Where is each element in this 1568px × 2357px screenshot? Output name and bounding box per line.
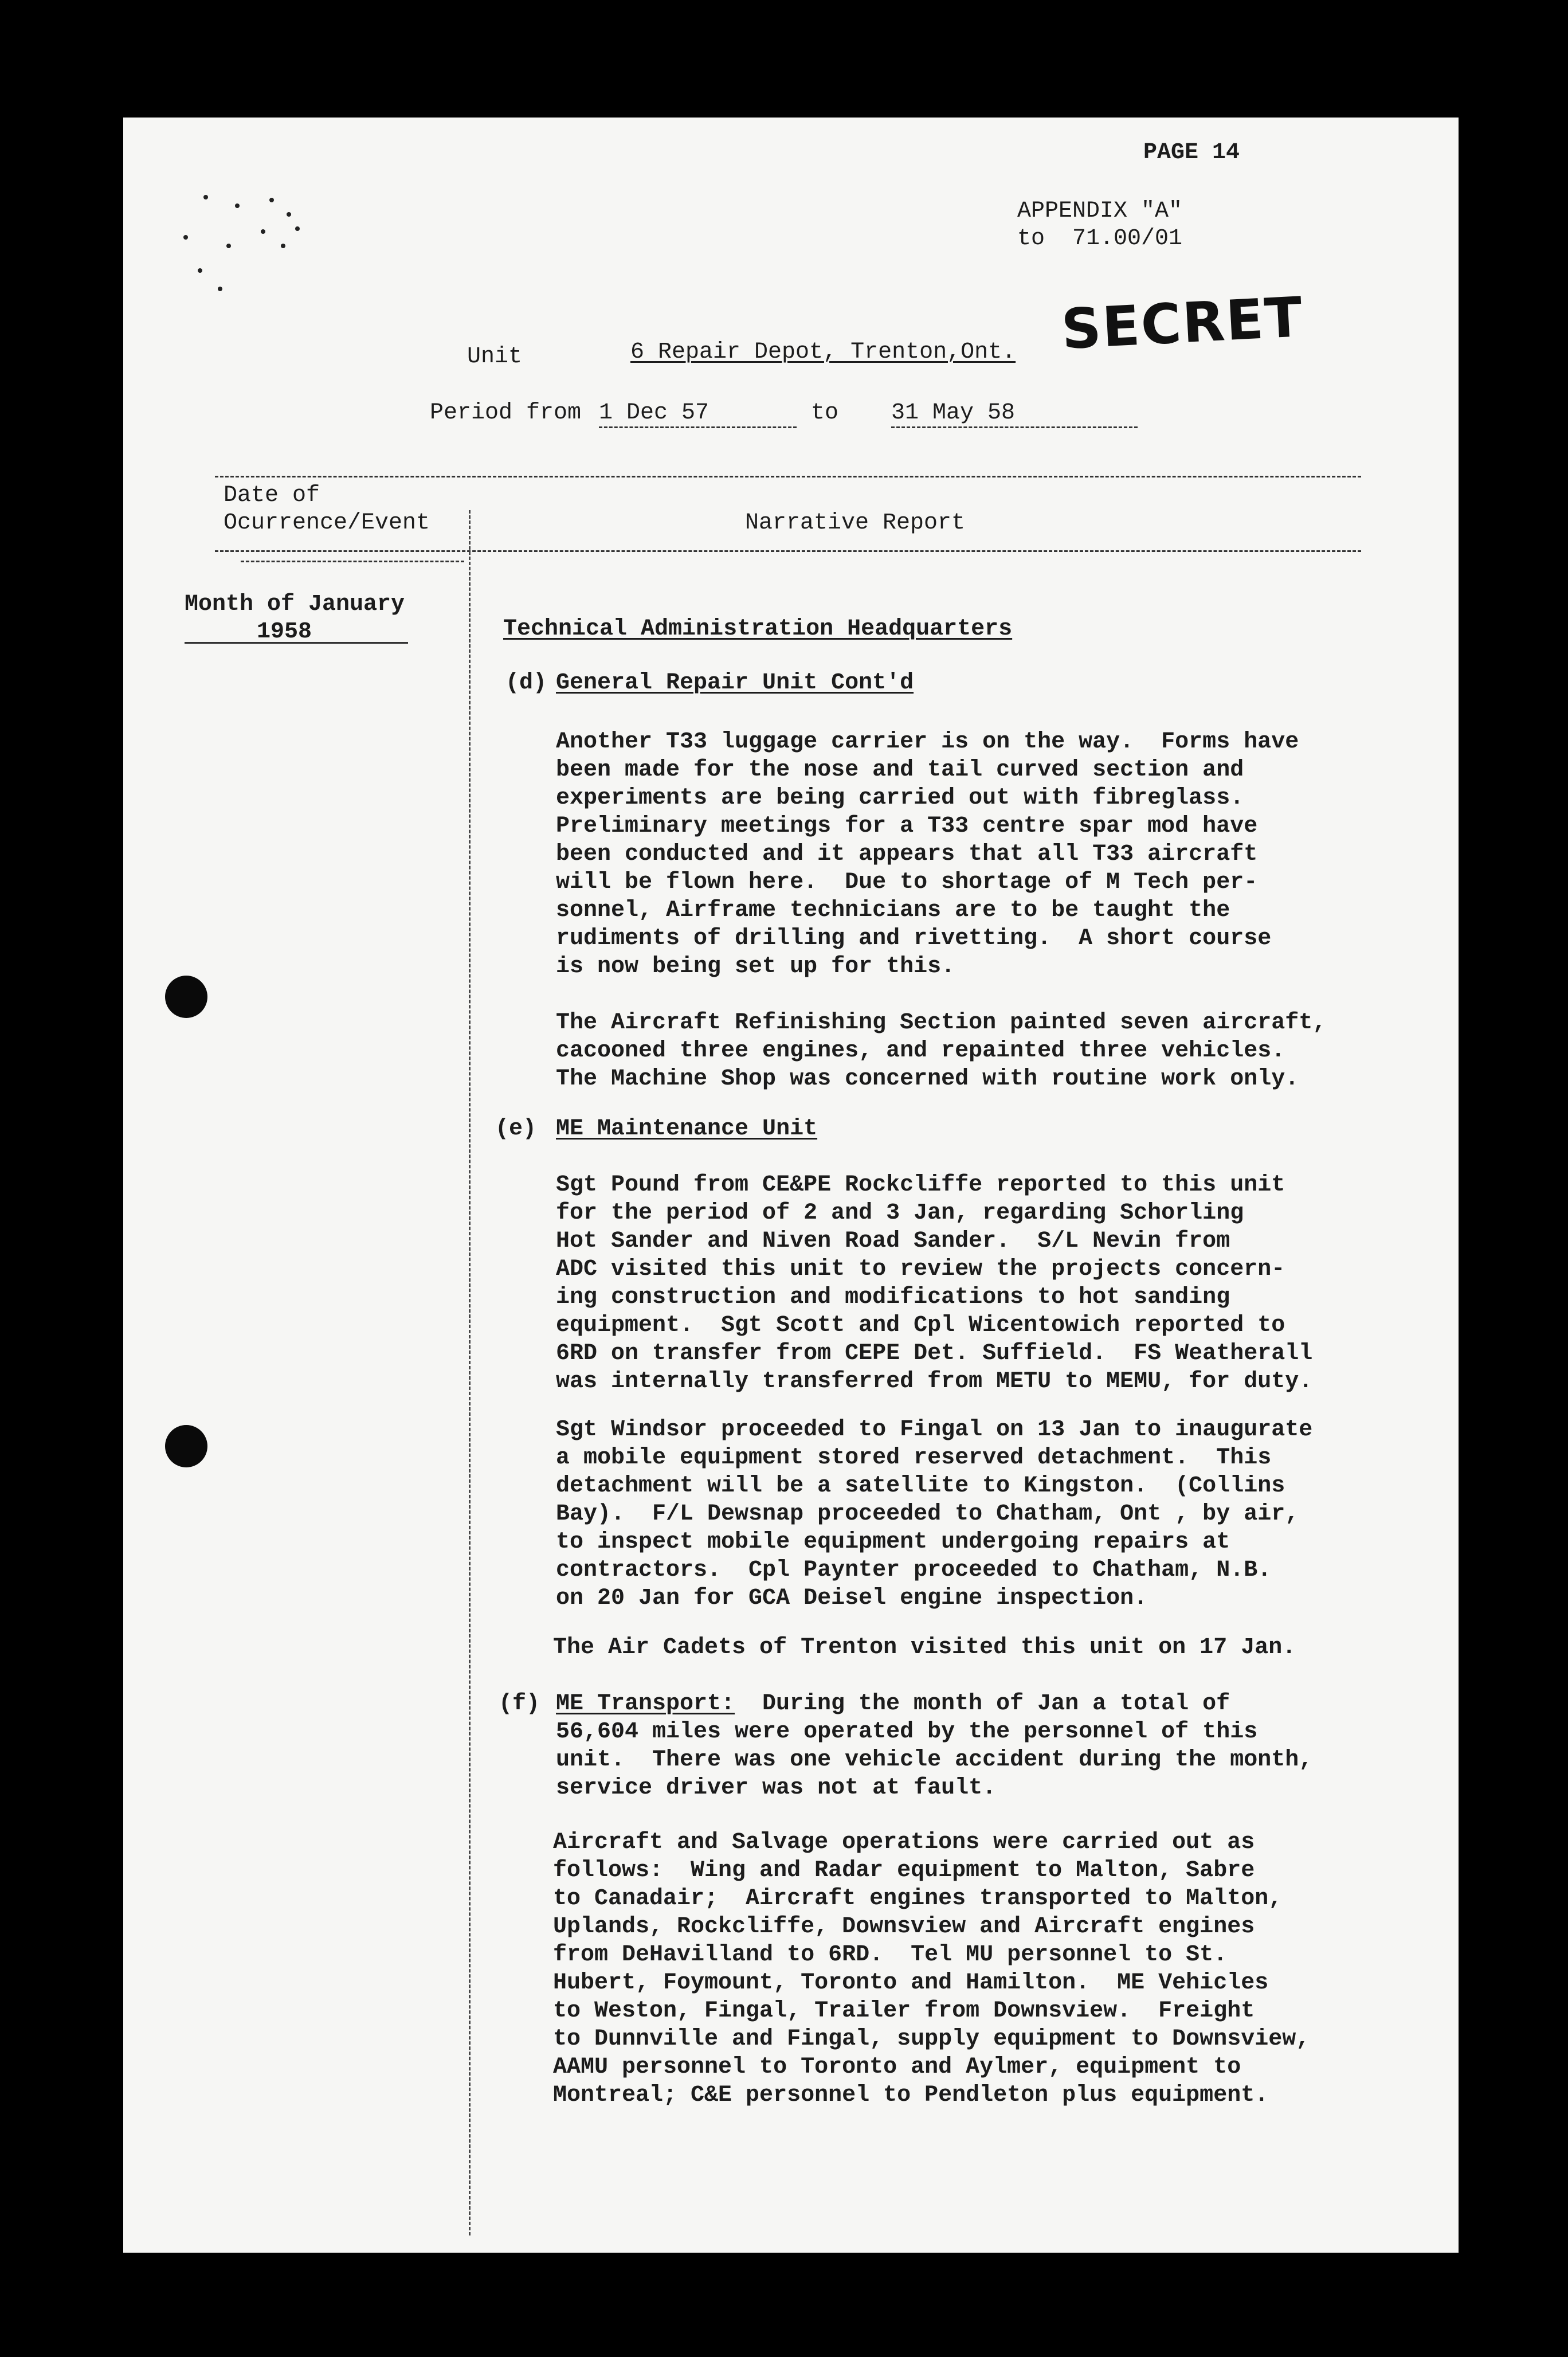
period-from-rule bbox=[599, 426, 797, 428]
subsection-d-label: (d) bbox=[505, 670, 547, 696]
paragraph-sgt-windsor: Sgt Windsor proceeded to Fingal on 13 Jan to inaugurate a mobile equipment stored reserved detachment. This detachment will be a satellite to Kingston. (Collins Bay). F/L Dewsnap proceeded to Chatham, Ont , by air, to inspect mobile equipment undergoing repairs at contractors. Cpl Paynter proceeded to Chatham, N.B. on 20 Jan for GCA Deisel engine inspection. bbox=[556, 1417, 1313, 1611]
binder-hole-upper bbox=[165, 976, 207, 1018]
period-from: 1 Dec 57 bbox=[599, 400, 709, 426]
appendix-label: APPENDIX "A" bbox=[1017, 198, 1183, 224]
subsection-f-label: (f) bbox=[499, 1691, 540, 1717]
unit-value: 6 Repair Depot, Trenton,Ont. bbox=[630, 339, 1016, 365]
period-to-rule bbox=[891, 426, 1138, 428]
period-to: 31 May 58 bbox=[891, 400, 1016, 426]
subsection-d-title: General Repair Unit Cont'd bbox=[556, 670, 914, 696]
subsection-e-title: ME Maintenance Unit bbox=[556, 1116, 818, 1142]
paragraph-salvage-operations: Aircraft and Salvage operations were carried out as follows: Wing and Radar equipment to Malton, Sabre to Canadair; Aircraft engines transported to Malton, Uplands, Rockcliffe, Downsview and Aircraft engines from DeHavilland to 6RD. Tel MU personnel to St. Hubert, Foymount, Toronto and Hamilton. ME Vehicles to Weston, Fingal, Trailer from Downsview. Freight to Dunnville and Fingal, supply equipment to Downsview, AAMU personnel to Toronto and Aylmer, equipment to Montreal; C&E personnel to Pendleton plus equipment. bbox=[553, 1830, 1310, 2108]
page-number: PAGE 14 bbox=[1143, 140, 1240, 166]
period-to-label: to bbox=[811, 400, 839, 426]
binder-hole-lower bbox=[165, 1425, 207, 1467]
subsection-e-label: (e) bbox=[495, 1116, 537, 1142]
paragraph-air-cadets: The Air Cadets of Trenton visited this unit on 17 Jan. bbox=[553, 1635, 1296, 1661]
column-rule-bottom bbox=[215, 550, 1361, 552]
margin-year-rule bbox=[185, 642, 408, 644]
column-divider bbox=[469, 510, 471, 2235]
date-column-label-1: Date of bbox=[224, 483, 320, 508]
narrative-column-label: Narrative Report bbox=[745, 510, 966, 536]
section-title: Technical Administration Headquarters bbox=[503, 616, 1013, 642]
period-label: Period from bbox=[430, 400, 582, 426]
margin-year: 1958 bbox=[257, 619, 312, 645]
paragraph-transport: 56,604 miles were operated by the personnel of this unit. There was one vehicle accident during the month, service driver was not at fault. bbox=[556, 1719, 1313, 1801]
margin-month: Month of January bbox=[185, 592, 405, 617]
unit-label: Unit bbox=[467, 344, 523, 370]
paragraph-transport-first-line: During the month of Jan a total of bbox=[762, 1691, 1230, 1717]
appendix-reference: to 71.00/01 bbox=[1017, 226, 1183, 252]
column-rule-bottom-2 bbox=[241, 561, 464, 562]
secret-stamp: SECRET bbox=[1060, 285, 1305, 362]
paragraph-refinishing: The Aircraft Refinishing Section painted seven aircraft, cacooned three engines, and repainted three vehicles. The Machine Shop was concerned with routine work only. bbox=[556, 1010, 1327, 1092]
paragraph-sgt-pound: Sgt Pound from CE&PE Rockcliffe reported to this unit for the period of 2 and 3 Jan, regarding Schorling Hot Sander and Niven Road Sander. S/L Nevin from ADC visited this unit to review the projects concern- ing construction and modifications to hot sanding equipment. Sgt Scott and Cpl Wicentowich reported to 6RD on transfer from CEPE Det. Suffield. FS Weatherall was internally transferred from METU to MEMU, for duty. bbox=[556, 1172, 1313, 1395]
paragraph-t33-carrier: Another T33 luggage carrier is on the way. Forms have been made for the nose and tail curved section and experiments are being carried out with fibreglass. Preliminary meetings for a T33 centre spar mod have been conducted and it appears that all T33 aircraft will be flown here. Due to shortage of M Tech per- sonnel, Airframe technicians are to be taught the rudiments of drilling and rivetting. A short course is now being set up for this. bbox=[556, 729, 1299, 980]
subsection-f-title: ME Transport: bbox=[556, 1691, 735, 1717]
date-column-label-2: Ocurrence/Event bbox=[224, 510, 430, 536]
column-rule-top bbox=[215, 476, 1361, 477]
